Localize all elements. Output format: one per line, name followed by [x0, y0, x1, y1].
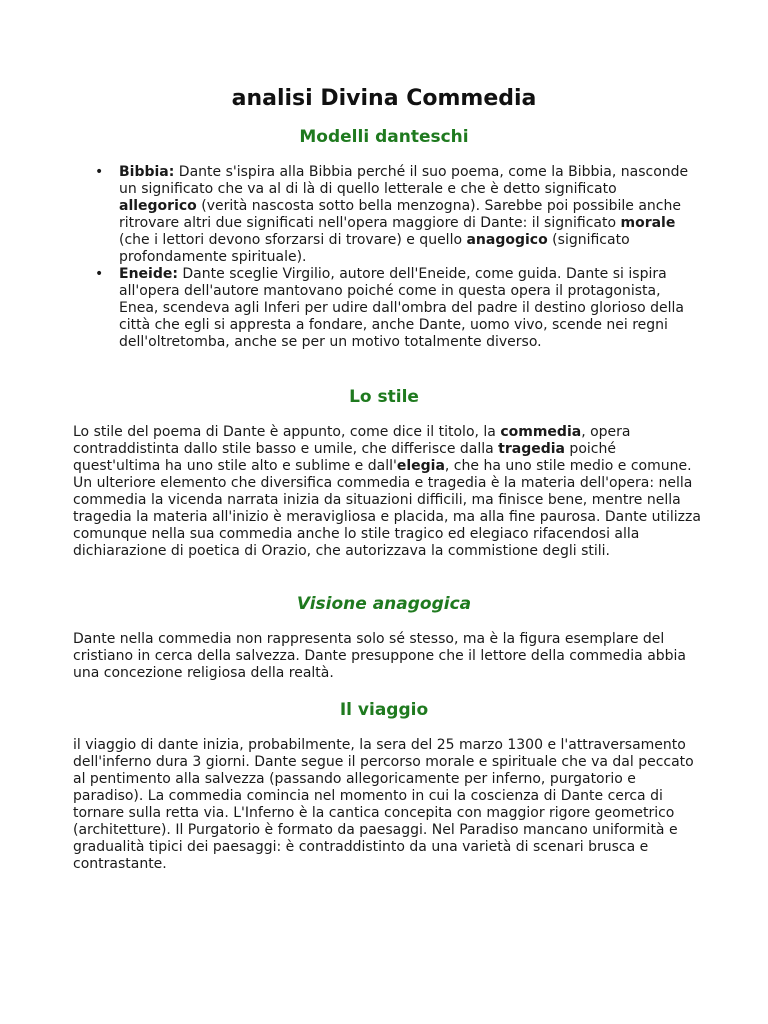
- term-bibbia: Bibbia:: [119, 164, 175, 180]
- heading-il-viaggio: Il viaggio: [339, 700, 429, 720]
- term-eneide: Eneide:: [119, 266, 178, 282]
- bullet-bibbia: [73, 164, 693, 266]
- bullet-dot-icon: •: [95, 266, 104, 282]
- bibbia-bold-anagogico: anagogico: [466, 232, 548, 248]
- stile-bold-commedia: commedia: [500, 424, 582, 440]
- bullet-eneide: [73, 266, 693, 351]
- heading-visione-anagogica: Visione anagogica: [296, 594, 472, 614]
- paragraph-stile: [73, 424, 703, 560]
- stile-bold-elegia: elegia: [396, 458, 445, 474]
- bibbia-text-1: Dante s'ispira alla Bibbia perché il suo poema, come la Bibbia, nasconde un significato che va al di là di quello letterale e che è detto significato: [119, 164, 689, 197]
- bullet-dot-icon: •: [95, 164, 104, 180]
- eneide-text: Dante sceglie Virgilio, autore dell'Eneide, come guida. Dante si ispira all'opera dell'autore mantovano poiché come in questa opera il protagonista, Enea, scendeva agli Inferi per udire dall'ombra del padre il destino glorioso della città che egli si appresta a fondare, anche Dante, uomo vivo, scende nei regni dell'oltretomba, anche se per un motivo totalmente diverso.: [119, 266, 684, 350]
- modelli-bullet-list: [73, 164, 693, 351]
- paragraph-viaggio: il viaggio di dante inizia, probabilmente, la sera del 25 marzo 1300 e l'attraversamento dell'inferno dura 3 giorni. Dante segue il percorso morale e spirituale che va dal peccato al pentimento alla salvezza (passando allegoricamente per inferno, purgatorio e paradiso). La commedia comincia nel momento in cui la coscienza di Dante cerca di tornare sulla retta via. L'Inferno è la cantica concepita con maggior rigore geometrico (architetture). Il Purgatorio è formato da paesaggi. Nel Paradiso mancano uniformità e gradualità tipici dei paesaggi: è contraddistinto da una varietà di scenari brusca e contrastante.: [73, 737, 694, 872]
- bibbia-bold-morale: morale: [620, 215, 676, 231]
- stile-bold-tragedia: tragedia: [498, 441, 565, 457]
- stile-text-4: , che ha uno stile medio e comune. Un ulteriore elemento che diversifica commedia e tragedia è la materia dell'opera: nella commedia la vicenda narrata inizia da situazioni difficili, ma finisce bene, mentre nella tragedia la materia all'inizio è meravigliosa e placida, ma alla fine paurosa. Dante utilizza comunque nella sua commedia anche lo stile tragico ed elegiaco rifacendosi alla dichiarazione di poetica di Orazio, che autorizzava la commistione degli stili.: [73, 458, 701, 559]
- heading-modelli-danteschi: Modelli danteschi: [299, 127, 469, 147]
- stile-text-3: poiché quest'ultima ha uno stile alto e sublime e dall': [73, 441, 616, 474]
- bibbia-text-3: (che i lettori devono sforzarsi di trovare) e quello: [119, 232, 467, 248]
- stile-text-2: , opera contraddistinta dallo stile basso e umile, che differisce dalla: [73, 424, 631, 457]
- bibbia-bold-allegorico: allegorico: [119, 198, 197, 214]
- bibbia-text-2: (verità nascosta sotto bella menzogna). Sarebbe poi possibile anche ritrovare altri due significati nell'opera maggiore di Dante: il significato: [119, 198, 681, 231]
- bibbia-text-4: (significato profondamente spirituale).: [119, 232, 630, 265]
- document-title: analisi Divina Commedia: [231, 86, 537, 111]
- paragraph-visione: Dante nella commedia non rappresenta solo sé stesso, ma è la figura esemplare del cristiano in cerca della salvezza. Dante presuppone che il lettore della commedia abbia una concezione religiosa della realtà.: [73, 631, 687, 681]
- heading-lo-stile: Lo stile: [349, 387, 419, 407]
- stile-text-1: Lo stile del poema di Dante è appunto, come dice il titolo, la: [73, 424, 501, 440]
